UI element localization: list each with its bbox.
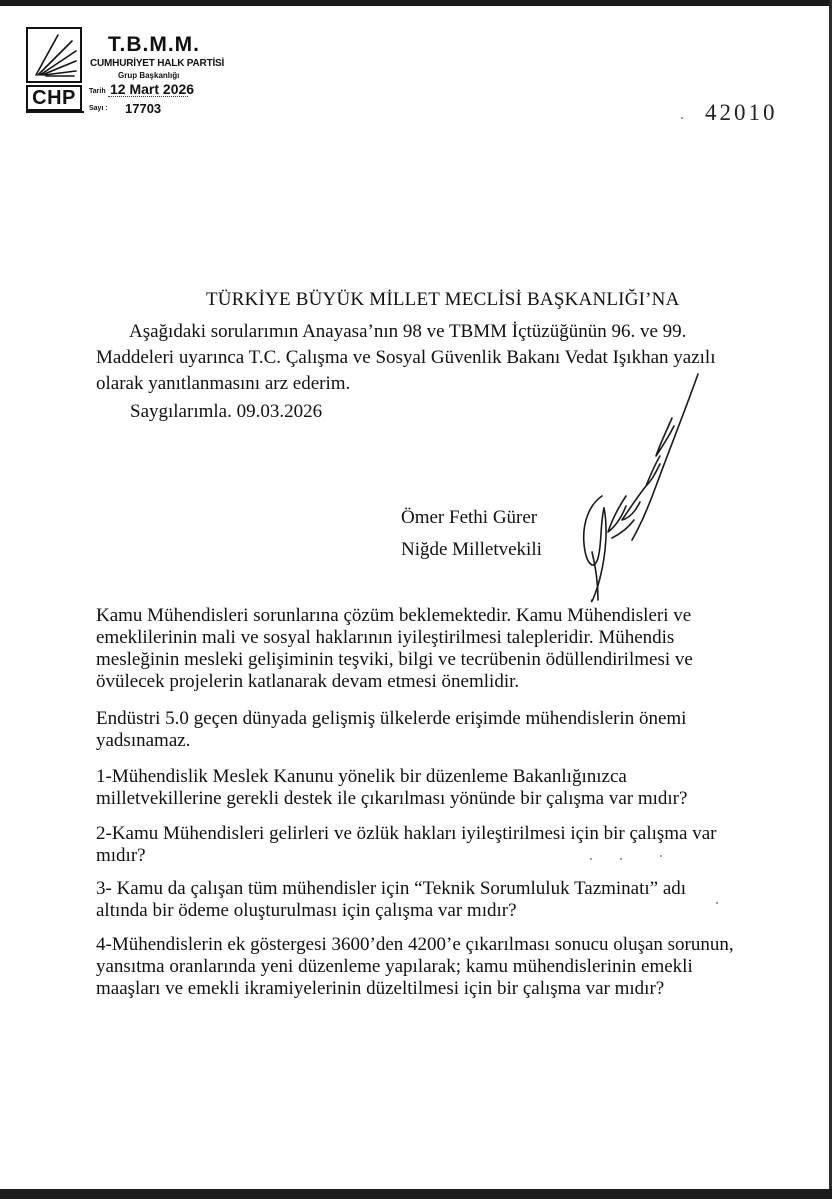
scan-bottom-border xyxy=(0,1189,832,1199)
scan-speck xyxy=(660,855,662,857)
date-value: 12 Mart 2026 xyxy=(110,81,195,97)
number-value: 17703 xyxy=(125,101,162,116)
signatory-title: Niğde Milletvekili xyxy=(401,539,542,560)
scan-speck xyxy=(590,858,592,860)
party-logo xyxy=(26,27,82,83)
stamp-divider xyxy=(26,111,84,113)
handwritten-signature xyxy=(560,368,710,628)
body-paragraph: Kamu Mühendisleri sorunlarına çözüm beklemektedir. Kamu Mühendisleri ve emeklilerinin mali ve sosyal haklarının iyileştirilmesi talepleridir. Mühendis mesleğinin mesleki gelişiminin teşviki, bilgi ve tecrübenin ödüllendirilmesi ve övülecek projelerin katlanarak devam etmesi önemlidir. xyxy=(96,605,693,692)
institution-name: T.B.M.M. xyxy=(108,33,200,56)
document-number: 42010 xyxy=(705,100,778,125)
question-item: 3- Kamu da çalışan tüm mühendisler için “Teknik Sorumluluk Tazminatı” adı altında bir ödeme oluşturulması için çalışma var mıdır? xyxy=(96,878,687,921)
scan-top-border xyxy=(0,0,832,6)
body-paragraph: Endüstri 5.0 geçen dünyada gelişmiş ülkelerde erişimde mühendislerin önemi yadsınamaz. xyxy=(96,708,687,751)
registry-stamp xyxy=(26,27,226,119)
question-item: 4-Mühendislerin ek göstergesi 3600’den 4200’e çıkarılması sonucu oluşan sorunun, yansıtma oranlarında yeni düzenleme yapılarak; kamu mühendislerinin emekli maaşları ve emekli ikramiyelerinin düzeltilmesi için bir çalışma var mıdır? xyxy=(96,934,734,999)
signatory-name: Ömer Fethi Gürer xyxy=(401,507,538,528)
group-name: Grup Başkanlığı xyxy=(118,71,180,80)
question-item: 2-Kamu Mühendisleri gelirleri ve özlük hakları iyileştirilmesi için bir çalışma var mıdır? xyxy=(96,823,717,866)
party-abbreviation: CHP xyxy=(26,85,82,111)
number-label: Sayı : xyxy=(89,105,108,112)
party-name: CUMHURİYET HALK PARTİSİ xyxy=(90,58,225,69)
question-item: 1-Mühendislik Meslek Kanunu yönelik bir düzenleme Bakanlığınızca milletvekillerine gerekli destek ile çıkarılması yönünde bir çalışma var mıdır? xyxy=(96,766,688,809)
page-title: TÜRKİYE BÜYÜK MİLLET MECLİSİ BAŞKANLIĞI’NA xyxy=(206,289,680,310)
arrows-icon xyxy=(28,29,80,81)
date-label: Tarih xyxy=(89,88,106,95)
date-underline xyxy=(108,96,188,97)
intro-paragraph: Aşağıdaki sorularımın Anayasa’nın 98 ve TBMM İçtüzüğünün 96. ve 99. Maddeleri uyarınca T.C. Çalışma ve Sosyal Güvenlik Bakanı Vedat Işıkhan yazılı olarak yanıtlanmasını arz ederim. xyxy=(96,321,716,394)
scan-speck xyxy=(681,117,683,119)
regards-line: Saygılarımla. 09.03.2026 xyxy=(130,401,323,422)
scan-speck xyxy=(716,902,718,904)
scan-speck xyxy=(620,858,622,860)
